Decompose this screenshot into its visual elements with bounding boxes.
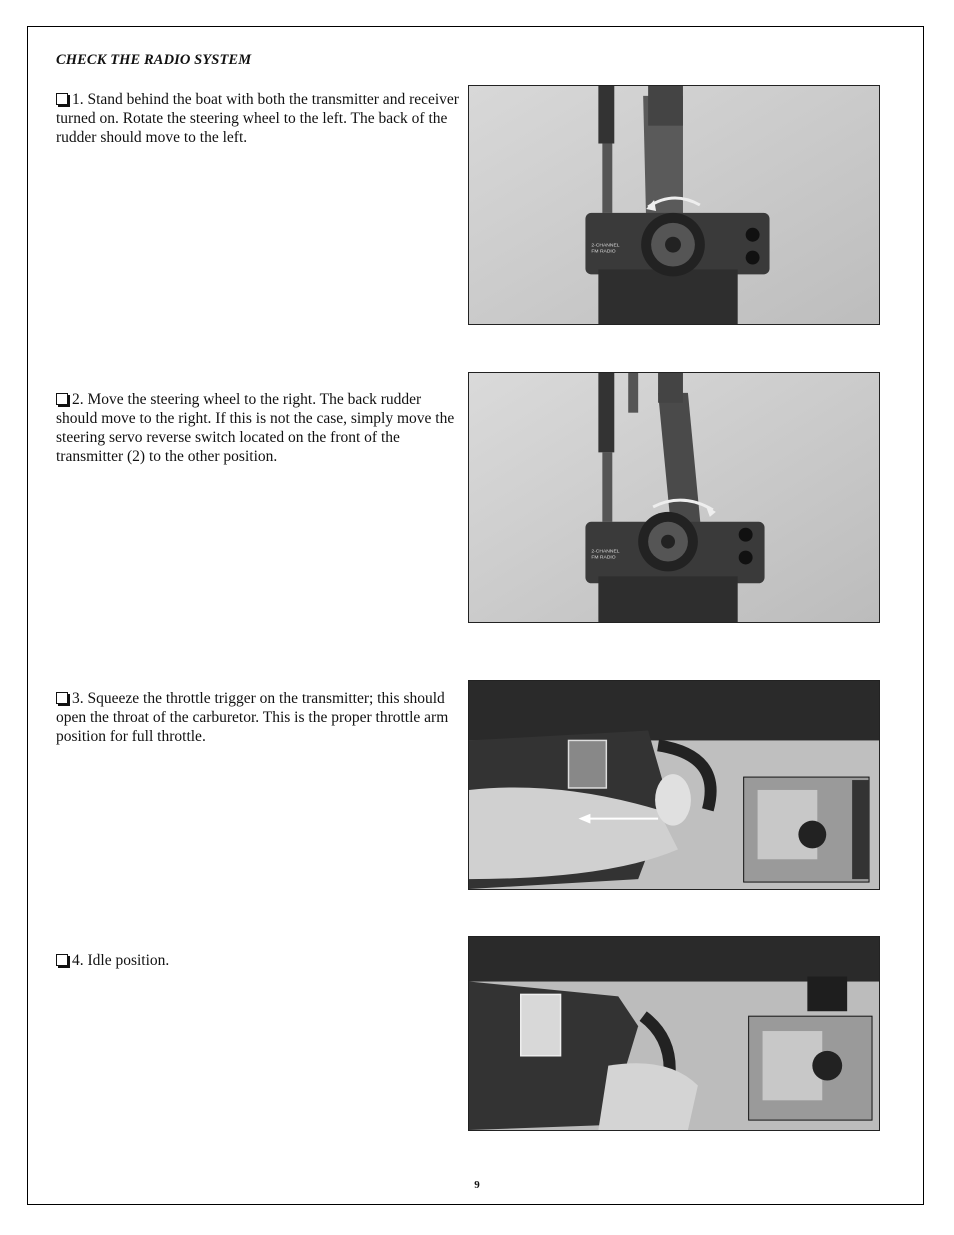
step-3 — [56, 689, 466, 746]
step-2-text: 2. Move the steering wheel to the right. The back rudder should move to the right. If this is not the case, simply move the steering servo reverse switch located on the front of the transmitter (2) to the other position. — [56, 391, 455, 465]
transmitter-label-line1: 2-CHANNEL — [591, 549, 620, 555]
checkbox-icon[interactable] — [56, 93, 68, 105]
transmitter-label-line2: FM RADIO — [591, 249, 616, 255]
step-3-text: 3. Squeeze the throttle trigger on the transmitter; this should open the throat of the carburetor. This is the proper throttle arm position for full throttle. — [56, 690, 449, 745]
photo-full-throttle — [468, 680, 880, 890]
transmitter-label-line1: 2-CHANNEL — [591, 243, 620, 249]
step-1 — [56, 90, 466, 147]
photo-idle-position — [468, 936, 880, 1131]
step-1-text: 1. Stand behind the boat with both the transmitter and receiver turned on. Rotate the steering wheel to the left. The back of the rudder should move to the left. — [56, 91, 459, 146]
step-4-text: 4. Idle position. — [72, 952, 170, 969]
checkbox-icon[interactable] — [56, 954, 68, 966]
checkbox-icon[interactable] — [56, 393, 68, 405]
photo-steering-left — [468, 85, 880, 325]
step-2 — [56, 390, 466, 466]
photo-steering-right — [468, 372, 880, 623]
transmitter-label-line2: FM RADIO — [591, 555, 616, 561]
section-heading: CHECK THE RADIO SYSTEM — [56, 52, 252, 68]
step-4 — [56, 951, 466, 970]
checkbox-icon[interactable] — [56, 692, 68, 704]
page-number: 9 — [474, 1179, 480, 1191]
